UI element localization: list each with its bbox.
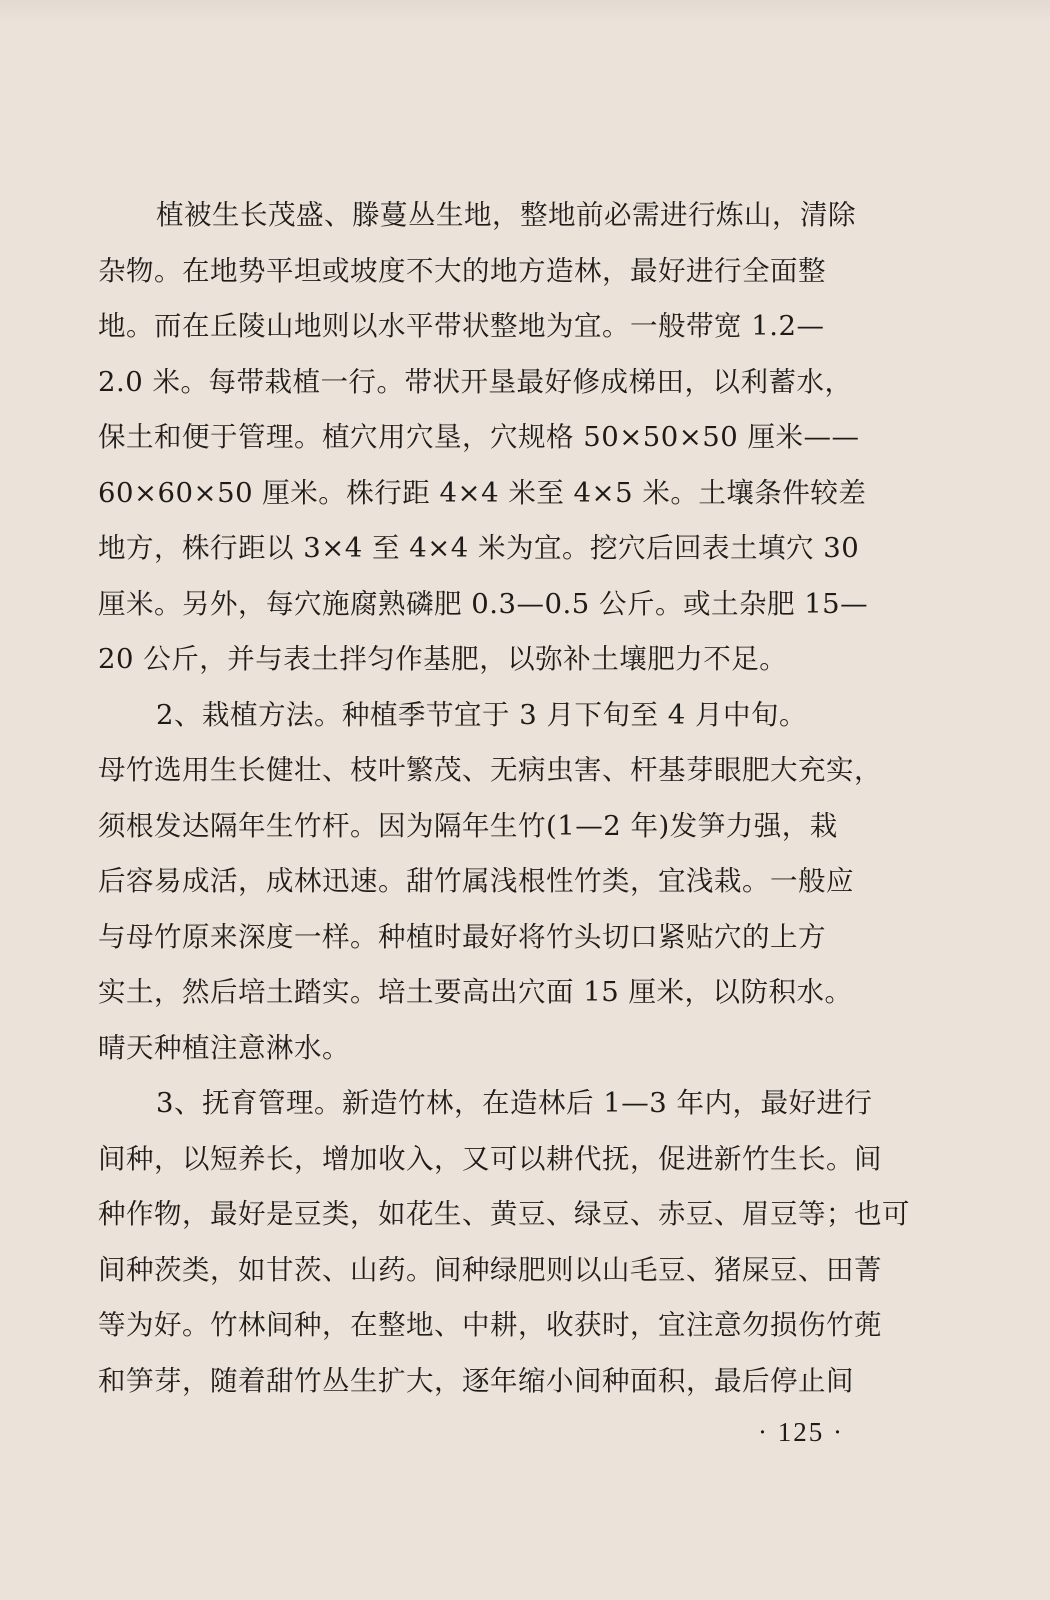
page-top-edge — [0, 0, 1050, 22]
text-line: 地。而在丘陵山地则以水平带状整地为宜。一般带宽 1.2— — [98, 310, 825, 342]
text-line: 60×60×50 厘米。株行距 4×4 米至 4×5 米。土壤条件较差 — [98, 476, 867, 509]
text-line: 杂物。在地势平坦或坡度不大的地方造林，最好进行全面整 — [98, 254, 826, 287]
text-line: 植被生长茂盛、滕蔓丛生地，整地前必需进行炼山，清除 — [156, 199, 856, 231]
paragraph-3 — [98, 1076, 910, 1409]
text-line: 间种，以短养长，增加收入，又可以耕代抚，促进新竹生长。间 — [98, 1142, 882, 1175]
text-line: 2、栽植方法。种植季节宜于 3 月下旬至 4 月中旬。 — [156, 698, 807, 731]
text-line: 和笋芽，随着甜竹丛生扩大，逐年缩小间种面积，最后停止间 — [98, 1364, 854, 1397]
page-body-text — [98, 188, 910, 1409]
text-line: 20 公斤，并与表土拌匀作基肥，以弥补土壤肥力不足。 — [98, 643, 788, 675]
paragraph-1 — [98, 188, 906, 688]
text-line: 地方，株行距以 3×4 至 4×4 米为宜。挖穴后回表土填穴 30 — [98, 532, 860, 564]
text-line: 保土和便于管理。植穴用穴垦，穴规格 50×50×50 厘米—— — [98, 421, 860, 453]
text-line: 母竹选用生长健壮、枝叶繁茂、无病虫害、杆基芽眼肥大充实， — [98, 754, 882, 786]
text-line: 间种茨类，如甘茨、山药。间种绿肥则以山毛豆、猪屎豆、田菁 — [98, 1253, 882, 1286]
text-line: 等为好。竹林间种，在整地、中耕，收获时，宜注意勿损伤竹蔸 — [98, 1309, 882, 1341]
paragraph-2 — [98, 688, 906, 1077]
page-number: · 125 · — [758, 1417, 844, 1447]
text-line: 厘米。另外，每穴施腐熟磷肥 0.3—0.5 公斤。或土杂肥 15— — [98, 587, 869, 620]
text-line: 2.0 米。每带栽植一行。带状开垦最好修成梯田，以利蓄水， — [98, 365, 853, 398]
text-line: 须根发达隔年生竹杆。因为隔年生竹(1—2 年)发笋力强，栽 — [98, 809, 838, 842]
text-line: 晴天种植注意淋水。 — [98, 1031, 350, 1064]
text-line: 3、抚育管理。新造竹林，在造林后 1—3 年内，最好进行 — [156, 1087, 873, 1119]
text-line: 与母竹原来深度一样。种植时最好将竹头切口紧贴穴的上方 — [98, 920, 826, 953]
text-line: 种作物，最好是豆类，如花生、黄豆、绿豆、赤豆、眉豆等；也可 — [98, 1198, 910, 1230]
text-line: 实土，然后培土踏实。培土要高出穴面 15 厘米，以防积水。 — [98, 976, 853, 1008]
text-line: 后容易成活，成林迅速。甜竹属浅根性竹类，宜浅栽。一般应 — [98, 865, 854, 897]
